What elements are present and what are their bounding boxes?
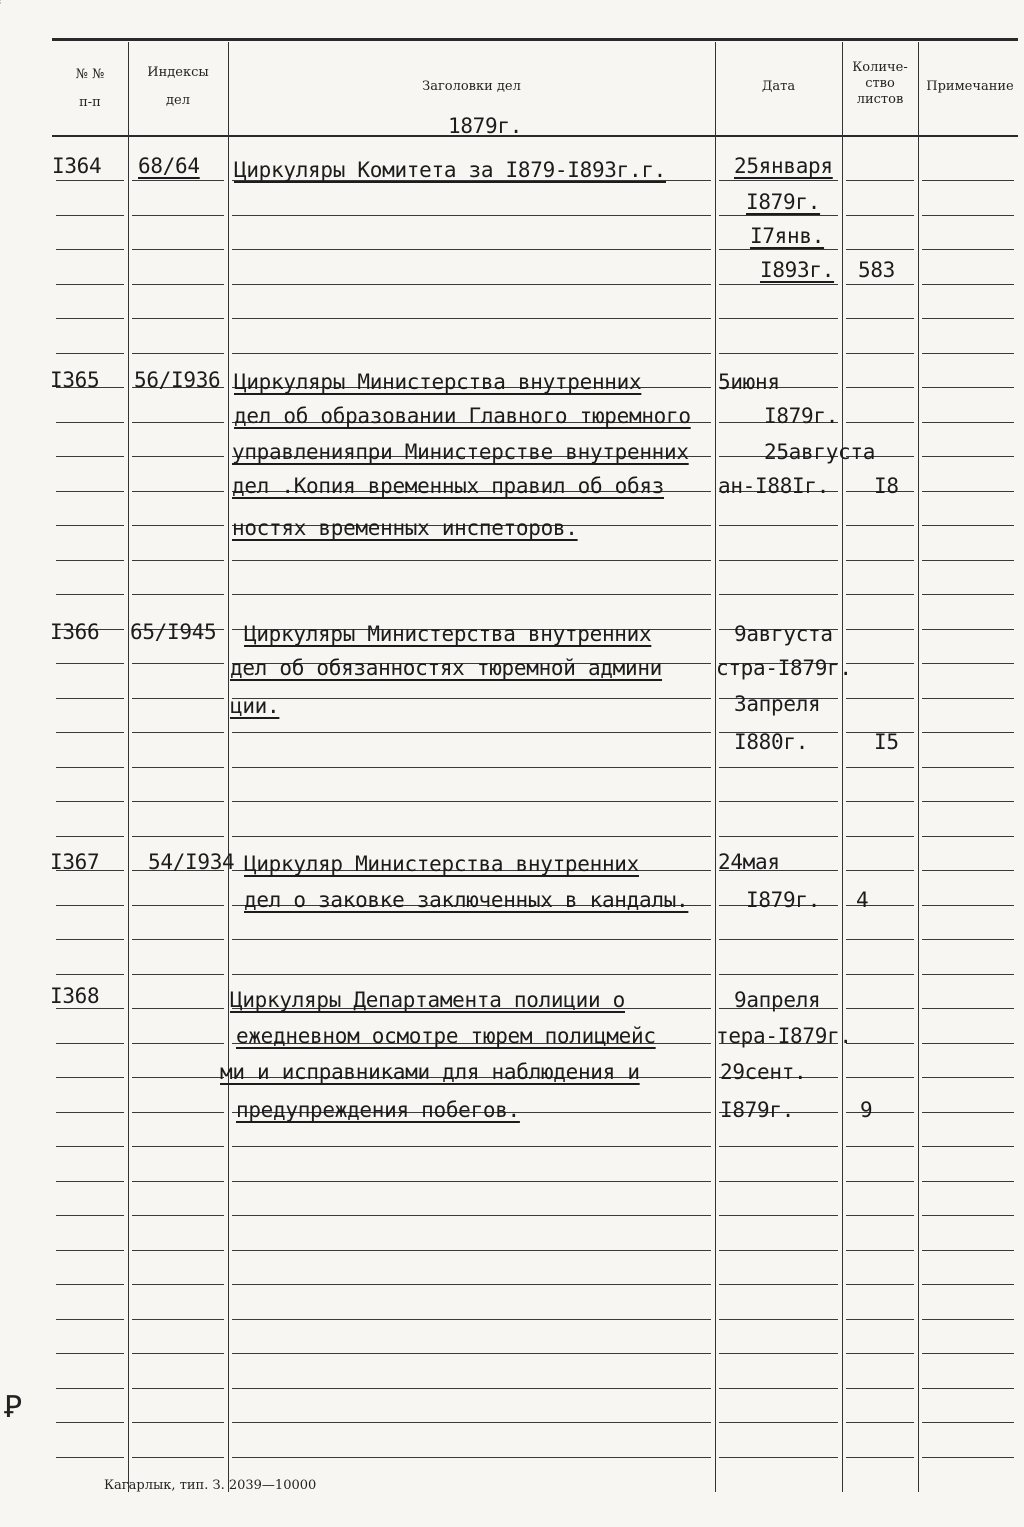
ruled-line xyxy=(922,974,1014,975)
ruled-line xyxy=(132,698,224,699)
ruled-line xyxy=(922,1146,1014,1147)
header-num xyxy=(52,66,128,112)
ruled-line xyxy=(846,801,914,802)
ruled-line xyxy=(56,1112,124,1113)
ruled-line xyxy=(232,1388,711,1389)
ruled-line xyxy=(56,215,124,216)
ruled-line xyxy=(922,491,1014,492)
ruled-line xyxy=(922,836,1014,837)
ruled-line xyxy=(846,1388,914,1389)
ruled-line xyxy=(719,180,838,181)
ruled-line xyxy=(132,1146,224,1147)
col-line-4 xyxy=(842,42,843,1492)
ruled-line xyxy=(922,905,1014,906)
entry-title-line: ностях временных инспеторов. xyxy=(232,516,578,540)
ruled-line xyxy=(56,1388,124,1389)
col-line-1 xyxy=(128,42,129,1492)
ruled-line xyxy=(846,1146,914,1147)
entry-sheets: I5 xyxy=(874,730,899,754)
col-line-2 xyxy=(228,42,229,1492)
ruled-line xyxy=(846,1077,914,1078)
ruled-line xyxy=(719,318,838,319)
entry-title-line: ции. xyxy=(230,694,280,718)
ruled-line xyxy=(922,870,1014,871)
ruled-line xyxy=(719,974,838,975)
ruled-line xyxy=(922,1077,1014,1078)
ruled-line xyxy=(846,525,914,526)
ruled-line xyxy=(846,698,914,699)
ruled-line xyxy=(232,353,711,354)
ruled-line xyxy=(922,594,1014,595)
ruled-line xyxy=(922,767,1014,768)
ruled-line xyxy=(56,1422,124,1423)
ruled-line xyxy=(922,1457,1014,1458)
ruled-line xyxy=(56,422,124,423)
ruled-line xyxy=(132,1077,224,1078)
ruled-line xyxy=(232,732,711,733)
header-index-line-2: дел xyxy=(166,93,190,108)
header-count-line-1: Количе- xyxy=(852,60,908,75)
ruled-line xyxy=(56,939,124,940)
ruled-line xyxy=(846,560,914,561)
margin-mark: Ꝑ xyxy=(4,1390,23,1425)
ruled-line xyxy=(232,939,711,940)
ruled-line xyxy=(132,801,224,802)
ruled-line xyxy=(922,215,1014,216)
entry-title-line: Циркуляры Департамента полиции о xyxy=(230,988,625,1012)
entry-number: I364 xyxy=(52,154,102,178)
ruled-line xyxy=(56,836,124,837)
ruled-line xyxy=(846,1215,914,1216)
entry-sheets: 9 xyxy=(860,1098,873,1122)
ruled-line xyxy=(719,353,838,354)
ruled-line xyxy=(232,284,711,285)
top-rule xyxy=(52,38,1018,41)
ruled-line xyxy=(232,1457,711,1458)
ruled-line xyxy=(922,801,1014,802)
entry-date-line: I7янв. xyxy=(750,224,825,248)
ruled-line xyxy=(719,525,838,526)
ruled-line xyxy=(846,180,914,181)
ruled-line xyxy=(56,1008,124,1009)
ruled-line xyxy=(846,767,914,768)
ruled-line xyxy=(846,836,914,837)
ruled-line xyxy=(232,594,711,595)
ruled-line xyxy=(132,1388,224,1389)
entry-title-line: дел о заковке заключенных в кандалы. xyxy=(244,888,689,912)
ruled-line xyxy=(719,1319,838,1320)
ruled-line xyxy=(132,767,224,768)
ruled-line xyxy=(132,1250,224,1251)
ruled-line xyxy=(132,1422,224,1423)
entry-sheets: 4 xyxy=(856,888,869,912)
ruled-line xyxy=(132,1284,224,1285)
ruled-line xyxy=(132,836,224,837)
ruled-line xyxy=(132,1215,224,1216)
ruled-line xyxy=(232,249,711,250)
ruled-line xyxy=(922,1250,1014,1251)
ruled-line xyxy=(56,1215,124,1216)
ruled-line xyxy=(846,1181,914,1182)
ruled-line xyxy=(132,422,224,423)
ruled-line xyxy=(922,525,1014,526)
ruled-line xyxy=(846,284,914,285)
entry-date-line: Запреля xyxy=(734,692,821,716)
entry-date-line: ан-I88Iг. xyxy=(718,474,830,498)
entry-date-line: I879г. xyxy=(720,1098,795,1122)
ruled-line xyxy=(922,1043,1014,1044)
ruled-line xyxy=(132,318,224,319)
ruled-line xyxy=(132,594,224,595)
ruled-line xyxy=(846,387,914,388)
ruled-line xyxy=(232,801,711,802)
ruled-line xyxy=(719,215,838,216)
ruled-line xyxy=(846,1043,914,1044)
entry-sheets: I8 xyxy=(874,474,899,498)
ruled-line xyxy=(232,836,711,837)
ruled-line xyxy=(56,1181,124,1182)
ruled-line xyxy=(719,560,838,561)
header-note: Примечание xyxy=(926,79,1014,94)
ruled-line xyxy=(132,525,224,526)
ruled-line xyxy=(56,1457,124,1458)
entry-title-line: Циркуляры Министерства внутренних xyxy=(244,622,652,646)
ruled-line xyxy=(846,939,914,940)
ruled-line xyxy=(56,1250,124,1251)
entry-title-line: ми и исправниками для наблюдения и xyxy=(220,1060,640,1084)
entry-index: 54/I934 xyxy=(148,850,235,874)
ruled-line xyxy=(56,663,124,664)
ruled-line xyxy=(846,422,914,423)
entry-number: I367 xyxy=(50,850,100,874)
ruled-line xyxy=(232,698,711,699)
ruled-line xyxy=(56,318,124,319)
ruled-line xyxy=(232,1181,711,1182)
ruled-line xyxy=(56,560,124,561)
ruled-line xyxy=(846,1008,914,1009)
ruled-line xyxy=(922,663,1014,664)
ruled-line xyxy=(922,698,1014,699)
ruled-line xyxy=(922,1319,1014,1320)
ruled-line xyxy=(719,284,838,285)
header-num-line-1: № № xyxy=(75,67,105,82)
col-line-3 xyxy=(715,42,716,1492)
entry-number: I365 xyxy=(50,368,100,392)
entry-title-line: Циркуляры Комитета за I879-I893г.г. xyxy=(234,158,667,182)
ruled-line xyxy=(846,1112,914,1113)
header-count xyxy=(842,60,918,108)
entry-sheets: 583 xyxy=(858,258,896,282)
entry-index: 65/I945 xyxy=(130,620,217,644)
entry-index: 56/I936 xyxy=(134,368,221,392)
ruled-line xyxy=(922,1215,1014,1216)
ruled-line xyxy=(922,249,1014,250)
ruled-line xyxy=(56,698,124,699)
ruled-line xyxy=(232,1146,711,1147)
ruled-line xyxy=(719,1146,838,1147)
header-title: Заголовки дел xyxy=(422,79,521,94)
ruled-line xyxy=(56,284,124,285)
entry-date-line: I880г. xyxy=(734,730,809,754)
ruled-line xyxy=(232,1353,711,1354)
ruled-line xyxy=(232,1250,711,1251)
entry-date-line: стра-I879г. xyxy=(716,656,852,680)
entry-title-line: дел об обязанностях тюремной админи xyxy=(230,656,663,680)
entry-date-line: I879г. xyxy=(746,190,821,214)
ruled-line xyxy=(922,284,1014,285)
ruled-line xyxy=(56,1284,124,1285)
ruled-line xyxy=(846,1457,914,1458)
ruled-line xyxy=(922,1112,1014,1113)
ruled-line xyxy=(846,1422,914,1423)
entry-number: I366 xyxy=(50,620,100,644)
ruled-line xyxy=(56,180,124,181)
ruled-line xyxy=(719,767,838,768)
ruled-line xyxy=(846,1284,914,1285)
header-count-line-2: ство xyxy=(865,76,895,91)
entry-title-line: ежедневном осмотре тюрем полицмейс xyxy=(236,1024,656,1048)
ruled-line xyxy=(56,974,124,975)
entry-title-line: предупреждения побегов. xyxy=(236,1098,520,1122)
entry-date-line: I893г. xyxy=(760,258,835,282)
entry-title-line: управленияпри Министерстве внутренних xyxy=(232,440,689,464)
ruled-line xyxy=(56,905,124,906)
ruled-line xyxy=(132,1112,224,1113)
entry-title-line: Циркуляры Министерства внутренних xyxy=(234,370,642,394)
ruled-line xyxy=(846,353,914,354)
ruled-line xyxy=(922,629,1014,630)
ruled-line xyxy=(719,1181,838,1182)
header-count-line-3: листов xyxy=(856,92,904,107)
ruled-line xyxy=(922,1181,1014,1182)
ruled-line xyxy=(719,836,838,837)
ruled-line xyxy=(232,560,711,561)
entry-date-line: 29сент. xyxy=(720,1060,807,1084)
header-bottom-rule xyxy=(52,135,1018,137)
ruled-line xyxy=(922,1388,1014,1389)
entry-date-line: I879г. xyxy=(764,404,839,428)
entry-index: 68/64 xyxy=(138,154,200,178)
entry-number: I368 xyxy=(50,984,100,1008)
col-line-5 xyxy=(918,42,919,1492)
ruled-line xyxy=(56,525,124,526)
entry-date-line: тера-I879г. xyxy=(716,1024,852,1048)
entry-date-line: 5июня xyxy=(718,370,780,394)
ruled-line xyxy=(56,1077,124,1078)
ruled-line xyxy=(719,1353,838,1354)
print-info: Кагарлык, тип. З. 2039—10000 xyxy=(104,1478,317,1493)
entry-date-line: 24мая xyxy=(718,850,780,874)
entry-title-line: дел об образовании Главного тюремного xyxy=(234,404,691,428)
ruled-line xyxy=(922,1422,1014,1423)
ruled-line xyxy=(922,1353,1014,1354)
entry-date-line: 25августа xyxy=(764,440,876,464)
ruled-line xyxy=(232,318,711,319)
ruled-line xyxy=(922,353,1014,354)
header-year: 1879г. xyxy=(448,114,523,138)
ruled-line xyxy=(922,560,1014,561)
ruled-line xyxy=(56,801,124,802)
ruled-line xyxy=(922,939,1014,940)
entry-title-line: дел .Копия временных правил об обяз xyxy=(232,474,665,498)
ruled-line xyxy=(719,1215,838,1216)
ruled-line xyxy=(719,1422,838,1423)
ruled-line xyxy=(132,1353,224,1354)
ruled-line xyxy=(846,974,914,975)
ruled-line xyxy=(56,491,124,492)
ruled-line xyxy=(719,1457,838,1458)
ruled-line xyxy=(922,456,1014,457)
ruled-line xyxy=(232,767,711,768)
ruled-line xyxy=(232,1215,711,1216)
entry-date-line: 9августа xyxy=(734,622,833,646)
ruled-line xyxy=(132,284,224,285)
entry-date-line: I879г. xyxy=(746,888,821,912)
ruled-line xyxy=(232,215,711,216)
ruled-line xyxy=(56,353,124,354)
header-index-line-1: Индексы xyxy=(147,65,209,80)
ruled-line xyxy=(132,1043,224,1044)
ruled-line xyxy=(132,215,224,216)
ruled-line xyxy=(132,1319,224,1320)
ruled-line xyxy=(846,1353,914,1354)
ruled-line xyxy=(846,594,914,595)
ruled-line xyxy=(922,1284,1014,1285)
ruled-line xyxy=(232,1422,711,1423)
ruled-line xyxy=(719,939,838,940)
ruled-line xyxy=(132,1457,224,1458)
ruled-line xyxy=(846,1319,914,1320)
entry-date-line: 25января xyxy=(734,154,833,178)
ruled-line xyxy=(922,1008,1014,1009)
ruled-line xyxy=(232,1284,711,1285)
ruled-line xyxy=(922,732,1014,733)
ruled-line xyxy=(719,801,838,802)
ruled-line xyxy=(922,180,1014,181)
ruled-line xyxy=(232,974,711,975)
ruled-line xyxy=(56,1146,124,1147)
ruled-line xyxy=(232,1319,711,1320)
ruled-line xyxy=(132,456,224,457)
header-num-line-2: п-п xyxy=(79,95,101,110)
ruled-line xyxy=(132,1181,224,1182)
ruled-line xyxy=(56,1319,124,1320)
ruled-line xyxy=(922,318,1014,319)
entry-title-line: Циркуляр Министерства внутренних xyxy=(244,852,639,876)
ruled-line xyxy=(132,353,224,354)
ruled-line xyxy=(719,594,838,595)
ruled-line xyxy=(846,870,914,871)
ruled-line xyxy=(132,249,224,250)
ruled-line xyxy=(132,663,224,664)
ruled-line xyxy=(132,974,224,975)
ruled-line xyxy=(719,1284,838,1285)
ruled-line xyxy=(56,732,124,733)
ruled-line xyxy=(846,318,914,319)
ruled-line xyxy=(132,732,224,733)
ruled-line xyxy=(846,249,914,250)
ruled-line xyxy=(922,422,1014,423)
ruled-line xyxy=(132,180,224,181)
ruled-line xyxy=(719,1388,838,1389)
ruled-line xyxy=(56,249,124,250)
ruled-line xyxy=(846,663,914,664)
ruled-line xyxy=(56,594,124,595)
ruled-line xyxy=(56,456,124,457)
header-index xyxy=(128,64,228,110)
ruled-line xyxy=(132,560,224,561)
ruled-line xyxy=(56,767,124,768)
ruled-line xyxy=(719,1250,838,1251)
ruled-line xyxy=(846,629,914,630)
ruled-line xyxy=(846,1250,914,1251)
ruled-line xyxy=(132,491,224,492)
ruled-line xyxy=(132,1008,224,1009)
entry-date-line: 9апреля xyxy=(734,988,821,1012)
ruled-line xyxy=(846,215,914,216)
ruled-line xyxy=(56,1353,124,1354)
ruled-line xyxy=(56,1043,124,1044)
ruled-line xyxy=(922,387,1014,388)
ruled-line xyxy=(719,249,838,250)
ruled-line xyxy=(132,939,224,940)
ruled-line xyxy=(132,905,224,906)
header-date: Дата xyxy=(761,79,796,94)
